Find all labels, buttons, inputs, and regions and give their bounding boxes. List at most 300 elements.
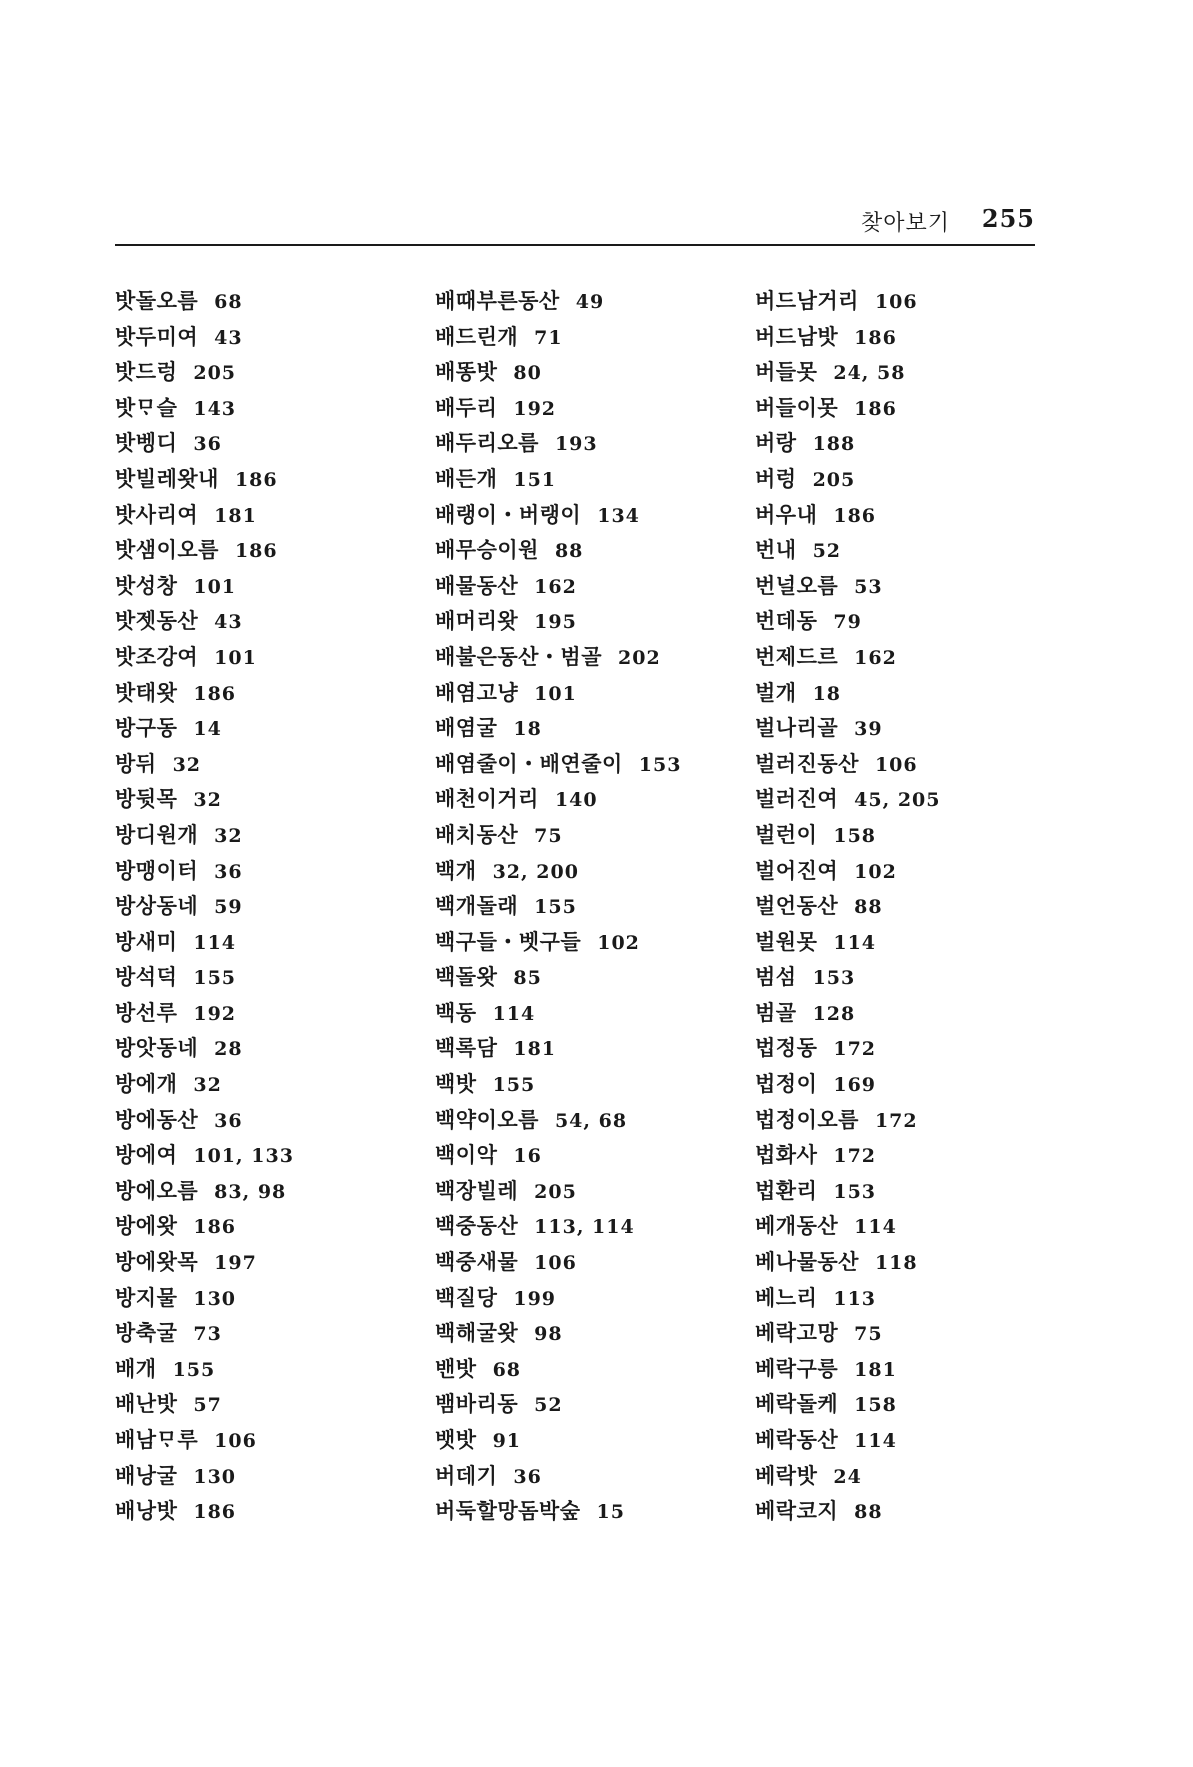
index-term: 벌개 bbox=[755, 680, 797, 705]
index-entry bbox=[115, 1209, 415, 1245]
index-page-refs: 83, 98 bbox=[214, 1180, 287, 1203]
index-term: 방상동네 bbox=[115, 894, 199, 919]
index-term: 백돌왓 bbox=[435, 965, 498, 990]
index-term: 베느리 bbox=[755, 1285, 818, 1310]
index-term: 백해굴왓 bbox=[435, 1321, 519, 1346]
index-entry bbox=[435, 711, 735, 747]
index-term: 배난밧 bbox=[115, 1392, 178, 1417]
index-page-refs: 75 bbox=[854, 1323, 883, 1346]
index-entry bbox=[755, 747, 1055, 783]
index-entry bbox=[115, 355, 415, 391]
index-term: 방뒷목 bbox=[115, 787, 178, 812]
index-page-refs: 114 bbox=[854, 1216, 897, 1239]
page-header bbox=[115, 200, 1035, 242]
index-entry bbox=[755, 320, 1055, 356]
running-title: 찾아보기 bbox=[860, 211, 950, 236]
index-page-refs: 71 bbox=[534, 326, 563, 349]
index-term: 방에개 bbox=[115, 1072, 178, 1097]
index-page-refs: 18 bbox=[812, 682, 842, 705]
index-term: 베개동산 bbox=[755, 1214, 839, 1239]
index-term: 백질당 bbox=[435, 1285, 498, 1310]
index-page-refs: 101, 133 bbox=[193, 1145, 294, 1168]
index-page-refs: 181 bbox=[513, 1038, 557, 1061]
page-number: 255 bbox=[981, 204, 1035, 233]
index-entry bbox=[115, 1281, 415, 1317]
index-entry bbox=[435, 1281, 735, 1317]
index-entry bbox=[115, 1103, 415, 1139]
index-term: 베락밧 bbox=[755, 1463, 818, 1488]
index-term: 방맹이터 bbox=[115, 858, 199, 883]
index-page-refs: 186 bbox=[854, 326, 897, 349]
index-page-refs: 186 bbox=[234, 540, 278, 563]
index-page-refs: 205 bbox=[534, 1180, 577, 1203]
index-page-refs: 36 bbox=[214, 1109, 243, 1132]
index-page-refs: 140 bbox=[554, 789, 598, 812]
index-page-refs: 39 bbox=[854, 718, 883, 741]
index-term: 번내 bbox=[755, 538, 797, 563]
index-term: 베락동산 bbox=[755, 1428, 839, 1452]
index-term: 법정이 bbox=[755, 1072, 818, 1097]
index-term: 버랑 bbox=[755, 431, 797, 456]
index-page-refs: 59 bbox=[214, 896, 243, 919]
index-entry bbox=[115, 1316, 415, 1352]
index-entry bbox=[755, 1174, 1055, 1210]
index-entry bbox=[755, 1209, 1055, 1245]
index-term: 벌나리골 bbox=[755, 716, 839, 741]
index-term: 배개 bbox=[115, 1356, 157, 1381]
index-page-refs: 113 bbox=[833, 1287, 877, 1310]
index-page-refs: 14 bbox=[193, 718, 222, 741]
index-entry bbox=[435, 533, 735, 569]
index-entry bbox=[435, 854, 735, 890]
index-term: 백약이오름 bbox=[435, 1107, 539, 1132]
index-entry bbox=[435, 1352, 735, 1388]
index-page-refs: 114 bbox=[854, 1430, 897, 1452]
index-term: 방에동산 bbox=[115, 1107, 199, 1132]
index-page-refs: 195 bbox=[534, 611, 577, 634]
index-page-refs: 153 bbox=[638, 753, 682, 776]
index-term: 방에오름 bbox=[115, 1178, 199, 1203]
index-entry bbox=[115, 1494, 415, 1530]
index-term: 밧사리여 bbox=[115, 502, 199, 527]
index-term: 법환리 bbox=[755, 1178, 818, 1203]
index-term: 백중새물 bbox=[435, 1250, 519, 1275]
index-entry bbox=[755, 1459, 1055, 1495]
index-entry bbox=[755, 889, 1055, 925]
index-term: 백이악 bbox=[435, 1143, 498, 1168]
index-entry bbox=[115, 1067, 415, 1103]
index-term: 백밧 bbox=[435, 1072, 477, 1097]
index-entry bbox=[435, 925, 735, 961]
index-term: 베나물동산 bbox=[755, 1250, 859, 1275]
index-page-refs: 130 bbox=[193, 1465, 237, 1488]
index-page-refs: 172 bbox=[874, 1109, 918, 1132]
index-entry bbox=[115, 533, 415, 569]
index-page-refs: 88 bbox=[854, 1501, 883, 1524]
index-page-refs: 32 bbox=[193, 789, 222, 812]
index-page-refs: 162 bbox=[534, 575, 577, 598]
index-page-refs: 172 bbox=[833, 1038, 877, 1061]
index-entry bbox=[115, 1387, 415, 1423]
index-page-refs: 106 bbox=[874, 753, 918, 776]
index-page-refs: 101 bbox=[534, 682, 577, 705]
index-page-refs: 162 bbox=[854, 646, 897, 669]
index-term: 벌어진여 bbox=[755, 858, 839, 883]
index-entry bbox=[755, 1423, 1055, 1459]
index-page-refs: 28 bbox=[214, 1038, 243, 1061]
index-entry bbox=[755, 1245, 1055, 1281]
index-entry bbox=[755, 676, 1055, 712]
index-term: 버우내 bbox=[755, 502, 818, 527]
index-page-refs: 85 bbox=[513, 967, 542, 990]
index-term: 버들이못 bbox=[755, 395, 839, 420]
index-term: 벌런이 bbox=[755, 822, 818, 847]
index-term: 법정동 bbox=[755, 1036, 818, 1061]
index-term: 버들못 bbox=[755, 360, 818, 385]
index-page-refs: 54, 68 bbox=[554, 1109, 628, 1132]
index-page-refs: 75 bbox=[534, 824, 563, 847]
index-term: 배두리오름 bbox=[435, 431, 539, 456]
index-entry bbox=[755, 284, 1055, 320]
index-entry bbox=[115, 1352, 415, 1388]
index-term: 버데기 bbox=[435, 1463, 498, 1488]
index-entry bbox=[435, 1209, 735, 1245]
index-entry bbox=[115, 1423, 415, 1459]
index-page-refs: 32, 200 bbox=[492, 860, 579, 883]
index-page-refs: 134 bbox=[597, 504, 640, 527]
index-entry bbox=[115, 1174, 415, 1210]
index-entry bbox=[755, 1352, 1055, 1388]
index-page-refs: 199 bbox=[513, 1287, 557, 1310]
index-entry bbox=[435, 1459, 735, 1495]
index-entry bbox=[755, 960, 1055, 996]
index-term: 벌원못 bbox=[755, 929, 818, 954]
index-page-refs: 32 bbox=[214, 824, 243, 847]
index-entry bbox=[755, 854, 1055, 890]
index-term: 방에여 bbox=[115, 1143, 178, 1168]
index-entry bbox=[435, 960, 735, 996]
index-page-refs: 205 bbox=[193, 362, 237, 385]
index-term: 배치동산 bbox=[435, 822, 519, 847]
index-term: 밧조강여 bbox=[115, 644, 199, 669]
index-entry bbox=[115, 782, 415, 818]
index-term: 방새미 bbox=[115, 929, 178, 954]
index-entry bbox=[755, 391, 1055, 427]
index-column-1 bbox=[115, 284, 415, 1530]
index-page-refs: 155 bbox=[193, 967, 237, 990]
index-page-refs: 88 bbox=[854, 896, 883, 919]
index-term: 버드남밧 bbox=[755, 324, 839, 349]
index-page-refs: 186 bbox=[193, 1501, 237, 1524]
index-page-refs: 114 bbox=[833, 931, 877, 954]
index-page-refs: 91 bbox=[492, 1430, 522, 1452]
index-term: 베락고망 bbox=[755, 1321, 839, 1346]
index-term: 배물동산 bbox=[435, 573, 519, 598]
index-page-refs: 181 bbox=[854, 1358, 897, 1381]
index-page-refs: 188 bbox=[812, 433, 856, 456]
index-term: 밧태왓 bbox=[115, 680, 178, 705]
index-entry bbox=[115, 604, 415, 640]
index-page-refs: 43 bbox=[214, 611, 243, 634]
index-page-refs: 80 bbox=[513, 362, 542, 385]
index-entry bbox=[115, 889, 415, 925]
index-term: 베락구릉 bbox=[755, 1356, 839, 1381]
index-page-refs: 68 bbox=[214, 291, 243, 313]
index-page-refs: 24 bbox=[833, 1465, 862, 1488]
index-page-refs: 186 bbox=[193, 682, 237, 705]
index-entry bbox=[755, 1031, 1055, 1067]
index-entry bbox=[115, 569, 415, 605]
index-page-refs: 106 bbox=[214, 1430, 257, 1452]
index-entry bbox=[115, 391, 415, 427]
index-term: 백동 bbox=[435, 1000, 477, 1025]
index-page-refs: 113, 114 bbox=[534, 1216, 635, 1239]
index-entry bbox=[435, 1245, 735, 1281]
index-entry bbox=[435, 569, 735, 605]
index-term: 범골 bbox=[755, 1000, 797, 1025]
index-entry bbox=[435, 604, 735, 640]
index-entry bbox=[115, 320, 415, 356]
index-entry bbox=[435, 1031, 735, 1067]
index-page-refs: 52 bbox=[812, 540, 842, 563]
index-term: 배불은동산・범골 bbox=[435, 644, 603, 669]
index-entry bbox=[435, 498, 735, 534]
index-term: 배염고냥 bbox=[435, 680, 519, 705]
index-page-refs: 32 bbox=[193, 1074, 222, 1097]
index-entry bbox=[435, 426, 735, 462]
index-page-refs: 43 bbox=[214, 326, 243, 349]
index-term: 배머리왓 bbox=[435, 609, 519, 634]
index-page-refs: 186 bbox=[833, 504, 877, 527]
index-term: 백구들・벳구들 bbox=[435, 929, 582, 954]
index-page-refs: 88 bbox=[554, 540, 584, 563]
index-page-refs: 205 bbox=[812, 468, 856, 491]
index-page-refs: 101 bbox=[214, 646, 257, 669]
index-term: 방지물 bbox=[115, 1285, 178, 1310]
index-term: 법화사 bbox=[755, 1143, 818, 1168]
index-term: 벌러진여 bbox=[755, 787, 839, 812]
index-term: 버드남거리 bbox=[755, 289, 859, 313]
index-entry bbox=[755, 1281, 1055, 1317]
header-rule bbox=[115, 244, 1035, 246]
index-term: 방축굴 bbox=[115, 1321, 178, 1346]
index-page-refs: 101 bbox=[193, 575, 237, 598]
index-term: 베락돌케 bbox=[755, 1392, 839, 1417]
index-term: 배낭굴 bbox=[115, 1463, 178, 1488]
index-term: 방디원개 bbox=[115, 822, 199, 847]
index-term: 밧성창 bbox=[115, 573, 178, 598]
index-entry bbox=[115, 747, 415, 783]
index-entry bbox=[435, 391, 735, 427]
index-page-refs: 202 bbox=[618, 646, 661, 669]
index-entry bbox=[435, 747, 735, 783]
index-page-refs: 102 bbox=[597, 931, 640, 954]
index-term: 백개 bbox=[435, 858, 477, 883]
index-entry bbox=[755, 1387, 1055, 1423]
index-term: 번널오름 bbox=[755, 573, 839, 598]
index-entry bbox=[115, 1031, 415, 1067]
index-entry bbox=[435, 320, 735, 356]
index-entry bbox=[755, 1103, 1055, 1139]
index-entry bbox=[755, 1067, 1055, 1103]
index-page-refs: 197 bbox=[214, 1252, 257, 1275]
index-entry bbox=[755, 426, 1055, 462]
index-term: 배든개 bbox=[435, 466, 498, 491]
index-entry bbox=[755, 1494, 1055, 1530]
index-entry bbox=[755, 818, 1055, 854]
index-entry bbox=[435, 676, 735, 712]
index-page-refs: 36 bbox=[214, 860, 243, 883]
index-term: 백장빌레 bbox=[435, 1178, 519, 1203]
index-page-refs: 16 bbox=[513, 1145, 542, 1168]
index-entry bbox=[435, 355, 735, 391]
index-term: 방에왓 bbox=[115, 1214, 178, 1239]
index-entry bbox=[755, 1138, 1055, 1174]
index-page-refs: 18 bbox=[513, 718, 542, 741]
index-page-refs: 114 bbox=[492, 1002, 536, 1025]
index-entry bbox=[435, 640, 735, 676]
index-term: 배때부른동산 bbox=[435, 289, 560, 313]
index-page-refs: 24, 58 bbox=[833, 362, 906, 385]
index-page-refs: 102 bbox=[854, 860, 897, 883]
index-entry bbox=[115, 1245, 415, 1281]
index-term: 법정이오름 bbox=[755, 1107, 859, 1132]
index-page-refs: 118 bbox=[874, 1252, 918, 1275]
index-entry bbox=[435, 1494, 735, 1530]
index-term: 버렁 bbox=[755, 466, 797, 491]
index-page-refs: 36 bbox=[513, 1465, 542, 1488]
index-page-refs: 130 bbox=[193, 1287, 237, 1310]
index-term: 방석덕 bbox=[115, 965, 178, 990]
index-entry bbox=[435, 284, 735, 320]
index-entry bbox=[755, 996, 1055, 1032]
index-entry bbox=[115, 498, 415, 534]
index-page-refs: 79 bbox=[833, 611, 862, 634]
index-entry bbox=[115, 1138, 415, 1174]
index-page-refs: 45, 205 bbox=[854, 789, 941, 812]
index-term: 뱀바리동 bbox=[435, 1392, 519, 1417]
index-page-refs: 15 bbox=[596, 1501, 625, 1524]
index-term: 벌러진동산 bbox=[755, 751, 859, 776]
index-term: 번제드르 bbox=[755, 644, 839, 669]
index-term: 밧샘이오름 bbox=[115, 538, 219, 563]
index-term: 밧드렁 bbox=[115, 360, 178, 385]
index-term: 방에왓목 bbox=[115, 1250, 199, 1275]
index-term: 백중동산 bbox=[435, 1214, 519, 1239]
index-page-refs: 186 bbox=[193, 1216, 237, 1239]
index-entry bbox=[115, 925, 415, 961]
index-page-refs: 181 bbox=[214, 504, 257, 527]
index-entry bbox=[435, 1423, 735, 1459]
index-term: 밧두미여 bbox=[115, 324, 199, 349]
index-page-refs: 73 bbox=[193, 1323, 222, 1346]
index-term: 배무승이원 bbox=[435, 538, 539, 563]
index-term: 밴밧 bbox=[435, 1356, 477, 1381]
index-page-refs: 151 bbox=[513, 468, 557, 491]
index-term: 방앗동네 bbox=[115, 1036, 199, 1061]
index-entry bbox=[755, 782, 1055, 818]
index-entry bbox=[115, 462, 415, 498]
index-term: 밧젯동산 bbox=[115, 609, 199, 634]
index-entry bbox=[435, 462, 735, 498]
index-term: 벌언동산 bbox=[755, 894, 839, 919]
index-entry bbox=[115, 676, 415, 712]
index-column-2 bbox=[435, 284, 735, 1530]
index-entry bbox=[115, 711, 415, 747]
index-page-refs: 153 bbox=[833, 1180, 877, 1203]
index-page-refs: 128 bbox=[812, 1002, 856, 1025]
index-entry bbox=[115, 1459, 415, 1495]
index-entry bbox=[115, 960, 415, 996]
index-page-refs: 36 bbox=[193, 433, 222, 456]
index-page-refs: 143 bbox=[193, 397, 237, 420]
index-term: 배드린개 bbox=[435, 324, 519, 349]
index-page-refs: 106 bbox=[874, 291, 918, 313]
index-term: 백개돌래 bbox=[435, 894, 519, 919]
index-term: 번데동 bbox=[755, 609, 818, 634]
index-term: 밧ᄆᆞ슬 bbox=[115, 395, 178, 420]
index-term: 배똥밧 bbox=[435, 360, 498, 385]
index-page-refs: 158 bbox=[833, 824, 877, 847]
index-term: 배남ᄆᆞ루 bbox=[115, 1428, 199, 1452]
index-page-refs: 192 bbox=[513, 397, 557, 420]
index-entry bbox=[115, 640, 415, 676]
index-term: 방뒤 bbox=[115, 751, 157, 776]
index-term: 밧돌오름 bbox=[115, 289, 199, 313]
index-entry bbox=[755, 604, 1055, 640]
index-entry bbox=[435, 1174, 735, 1210]
index-page-refs: 57 bbox=[193, 1394, 222, 1417]
index-entry bbox=[435, 1387, 735, 1423]
index-entry bbox=[755, 1316, 1055, 1352]
index-term: 배랭이・버랭이 bbox=[435, 502, 582, 527]
index-page-refs: 53 bbox=[854, 575, 883, 598]
index-term: 버둑할망돔박숲 bbox=[435, 1499, 581, 1524]
index-entry bbox=[115, 284, 415, 320]
index-page-refs: 155 bbox=[492, 1074, 536, 1097]
index-entry bbox=[435, 1138, 735, 1174]
index-entry bbox=[435, 996, 735, 1032]
index-page-refs: 192 bbox=[193, 1002, 237, 1025]
index-page-refs: 172 bbox=[833, 1145, 877, 1168]
index-page-refs: 49 bbox=[575, 291, 605, 313]
index-entry bbox=[115, 854, 415, 890]
index-page-refs: 155 bbox=[172, 1358, 216, 1381]
index-entry bbox=[115, 818, 415, 854]
index-term: 배두리 bbox=[435, 395, 498, 420]
index-entry bbox=[435, 782, 735, 818]
index-page-refs: 153 bbox=[812, 967, 856, 990]
index-entry bbox=[755, 640, 1055, 676]
index-term: 방구동 bbox=[115, 716, 178, 741]
index-entry bbox=[435, 1103, 735, 1139]
index-term: 백록담 bbox=[435, 1036, 498, 1061]
index-term: 방선루 bbox=[115, 1000, 178, 1025]
index-term: 밧빌레왓내 bbox=[115, 466, 219, 491]
index-term: 뱃밧 bbox=[435, 1428, 477, 1452]
index-column-3 bbox=[755, 284, 1055, 1530]
index-page-refs: 98 bbox=[534, 1323, 563, 1346]
index-entry bbox=[435, 889, 735, 925]
index-page-refs: 68 bbox=[492, 1358, 522, 1381]
index-entry bbox=[755, 462, 1055, 498]
index-entry bbox=[115, 426, 415, 462]
index-term: 배염줄이・배연줄이 bbox=[435, 751, 623, 776]
index-term: 범섬 bbox=[755, 965, 797, 990]
index-entry bbox=[755, 355, 1055, 391]
index-entry bbox=[755, 498, 1055, 534]
index-term: 배염굴 bbox=[435, 716, 498, 741]
